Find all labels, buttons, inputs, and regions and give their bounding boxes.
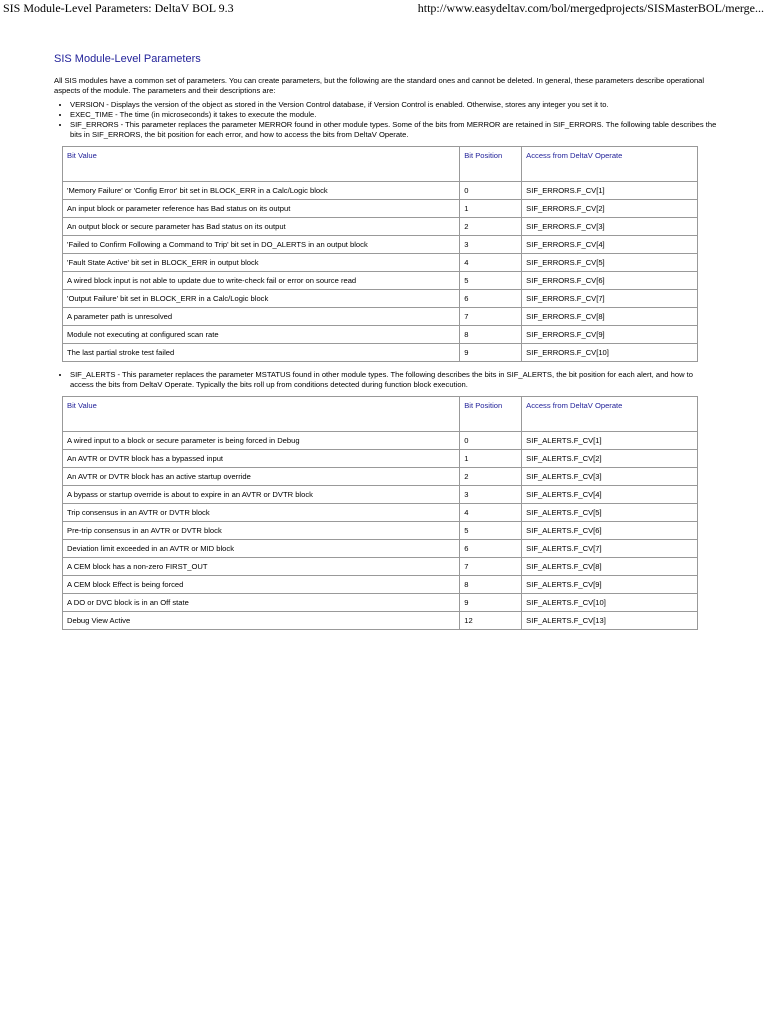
table-row bbox=[63, 254, 698, 272]
cell-access: SIF_ALERTS.F_CV[13] bbox=[522, 612, 698, 630]
table-row bbox=[63, 522, 698, 540]
cell-bit-position: 9 bbox=[460, 344, 522, 362]
cell-bit-position: 2 bbox=[460, 218, 522, 236]
cell-bit-position: 4 bbox=[460, 254, 522, 272]
cell-bit-value: Debug View Active bbox=[63, 612, 460, 630]
cell-access: SIF_ERRORS.F_CV[5] bbox=[522, 254, 698, 272]
cell-bit-position: 5 bbox=[460, 272, 522, 290]
column-header-bit-position: Bit Position bbox=[460, 147, 522, 182]
cell-bit-position: 4 bbox=[460, 504, 522, 522]
cell-access: SIF_ERRORS.F_CV[1] bbox=[522, 182, 698, 200]
table-row bbox=[63, 612, 698, 630]
cell-bit-value: A bypass or startup override is about to expire in an AVTR or DVTR block bbox=[63, 486, 460, 504]
cell-access: SIF_ALERTS.F_CV[8] bbox=[522, 558, 698, 576]
cell-bit-value: A CEM block has a non-zero FIRST_OUT bbox=[63, 558, 460, 576]
cell-bit-position: 0 bbox=[460, 182, 522, 200]
cell-bit-position: 12 bbox=[460, 612, 522, 630]
cell-access: SIF_ERRORS.F_CV[6] bbox=[522, 272, 698, 290]
table-row bbox=[63, 272, 698, 290]
column-header-bit-value: Bit Value bbox=[63, 147, 460, 182]
cell-access: SIF_ERRORS.F_CV[9] bbox=[522, 326, 698, 344]
cell-bit-position: 1 bbox=[460, 200, 522, 218]
cell-bit-value: An AVTR or DVTR block has an active startup override bbox=[63, 468, 460, 486]
cell-access: SIF_ALERTS.F_CV[1] bbox=[522, 432, 698, 450]
table-row bbox=[63, 182, 698, 200]
intro-paragraph: All SIS modules have a common set of parameters. You can create parameters, but the following are the standard ones and cannot be deleted. In general, these parameters describe operational aspects of the module. The parameters and their descriptions are: bbox=[54, 76, 705, 95]
table-row bbox=[63, 308, 698, 326]
table-row bbox=[63, 486, 698, 504]
list-item: • VERSION - Displays the version of the object as stored in the Version Control database, if Version Control is enabled. Otherwise, stores any integer you set it to. bbox=[70, 100, 718, 110]
cell-bit-position: 7 bbox=[460, 558, 522, 576]
cell-bit-position: 3 bbox=[460, 486, 522, 504]
list-item: • SIF_ERRORS - This parameter replaces the parameter MERROR found in other module types. Some of the bits from MERROR are retained in SIF_ERRORS. The following table describes the bits in SIF_ERRORS, the bit position for each error, and how to access the bits from DeltaV Operate. bbox=[70, 120, 718, 140]
document-body bbox=[54, 52, 718, 638]
table-row bbox=[63, 236, 698, 254]
cell-bit-value: A wired block input is not able to update due to write-check fail or error on source read bbox=[63, 272, 460, 290]
table-row bbox=[63, 558, 698, 576]
list-item: • SIF_ALERTS - This parameter replaces the parameter MSTATUS found in other module types. The following describes the bits in SIF_ALERTS, the bit position for each alert, and how to access the bits from DeltaV Operate. Typically the bits roll up from conditions detected during function block execution. bbox=[70, 370, 718, 390]
cell-bit-value: An AVTR or DVTR block has a bypassed input bbox=[63, 450, 460, 468]
cell-bit-value: Trip consensus in an AVTR or DVTR block bbox=[63, 504, 460, 522]
list-item: • EXEC_TIME - The time (in microseconds) it takes to execute the module. bbox=[70, 110, 718, 120]
cell-access: SIF_ALERTS.F_CV[4] bbox=[522, 486, 698, 504]
table-row bbox=[63, 450, 698, 468]
cell-bit-position: 6 bbox=[460, 540, 522, 558]
sif-alerts-rows bbox=[63, 432, 698, 630]
page-title: SIS Module-Level Parameters bbox=[54, 53, 201, 65]
cell-access: SIF_ALERTS.F_CV[3] bbox=[522, 468, 698, 486]
cell-access: SIF_ALERTS.F_CV[7] bbox=[522, 540, 698, 558]
table-row bbox=[63, 326, 698, 344]
parameter-list bbox=[54, 100, 718, 140]
table-row bbox=[63, 344, 698, 362]
cell-access: SIF_ALERTS.F_CV[2] bbox=[522, 450, 698, 468]
print-header-title: SIS Module-Level Parameters: DeltaV BOL 9.3 bbox=[3, 1, 234, 15]
cell-access: SIF_ERRORS.F_CV[3] bbox=[522, 218, 698, 236]
sif-errors-table bbox=[62, 146, 698, 362]
cell-access: SIF_ERRORS.F_CV[7] bbox=[522, 290, 698, 308]
cell-access: SIF_ALERTS.F_CV[10] bbox=[522, 594, 698, 612]
cell-bit-value: Module not executing at configured scan rate bbox=[63, 326, 460, 344]
cell-bit-value: 'Failed to Confirm Following a Command to Trip' bit set in DO_ALERTS in an output block bbox=[63, 236, 460, 254]
table-header-row bbox=[63, 397, 698, 432]
cell-bit-value: A DO or DVC block is in an Off state bbox=[63, 594, 460, 612]
cell-bit-value: 'Memory Failure' or 'Config Error' bit set in BLOCK_ERR in a Calc/Logic block bbox=[63, 182, 460, 200]
table-row bbox=[63, 218, 698, 236]
cell-bit-value: 'Output Failure' bit set in BLOCK_ERR in a Calc/Logic block bbox=[63, 290, 460, 308]
table-row bbox=[63, 200, 698, 218]
cell-bit-value: 'Fault State Active' bit set in BLOCK_ERR in output block bbox=[63, 254, 460, 272]
table-row bbox=[63, 540, 698, 558]
cell-access: SIF_ALERTS.F_CV[5] bbox=[522, 504, 698, 522]
cell-bit-value: A wired input to a block or secure parameter is being forced in Debug bbox=[63, 432, 460, 450]
cell-access: SIF_ERRORS.F_CV[8] bbox=[522, 308, 698, 326]
table-row bbox=[63, 594, 698, 612]
cell-bit-position: 6 bbox=[460, 290, 522, 308]
cell-access: SIF_ERRORS.F_CV[2] bbox=[522, 200, 698, 218]
print-header bbox=[0, 0, 768, 18]
parameter-list-continued bbox=[54, 370, 718, 390]
column-header-bit-position: Bit Position bbox=[460, 397, 522, 432]
cell-bit-position: 3 bbox=[460, 236, 522, 254]
table-row bbox=[63, 432, 698, 450]
cell-bit-position: 0 bbox=[460, 432, 522, 450]
cell-bit-position: 8 bbox=[460, 326, 522, 344]
cell-bit-position: 5 bbox=[460, 522, 522, 540]
cell-bit-value: An output block or secure parameter has Bad status on its output bbox=[63, 218, 460, 236]
table-row bbox=[63, 504, 698, 522]
cell-bit-value: Deviation limit exceeded in an AVTR or MID block bbox=[63, 540, 460, 558]
cell-bit-position: 8 bbox=[460, 576, 522, 594]
table-header-row bbox=[63, 147, 698, 182]
cell-access: SIF_ALERTS.F_CV[9] bbox=[522, 576, 698, 594]
table-row bbox=[63, 468, 698, 486]
table-row bbox=[63, 576, 698, 594]
column-header-bit-value: Bit Value bbox=[63, 397, 460, 432]
sif-errors-rows bbox=[63, 182, 698, 362]
print-header-url: http://www.easydeltav.com/bol/mergedprojects/SISMasterBOL/merge... bbox=[417, 1, 764, 15]
cell-bit-value: A parameter path is unresolved bbox=[63, 308, 460, 326]
cell-bit-position: 9 bbox=[460, 594, 522, 612]
cell-bit-value: Pre-trip consensus in an AVTR or DVTR block bbox=[63, 522, 460, 540]
cell-bit-value: An input block or parameter reference has Bad status on its output bbox=[63, 200, 460, 218]
cell-bit-value: A CEM block Effect is being forced bbox=[63, 576, 460, 594]
column-header-access: Access from DeltaV Operate bbox=[522, 397, 698, 432]
cell-access: SIF_ERRORS.F_CV[10] bbox=[522, 344, 698, 362]
cell-bit-position: 1 bbox=[460, 450, 522, 468]
cell-access: SIF_ALERTS.F_CV[6] bbox=[522, 522, 698, 540]
cell-access: SIF_ERRORS.F_CV[4] bbox=[522, 236, 698, 254]
table-row bbox=[63, 290, 698, 308]
column-header-access: Access from DeltaV Operate bbox=[522, 147, 698, 182]
cell-bit-value: The last partial stroke test failed bbox=[63, 344, 460, 362]
sif-alerts-table bbox=[62, 396, 698, 630]
cell-bit-position: 2 bbox=[460, 468, 522, 486]
cell-bit-position: 7 bbox=[460, 308, 522, 326]
